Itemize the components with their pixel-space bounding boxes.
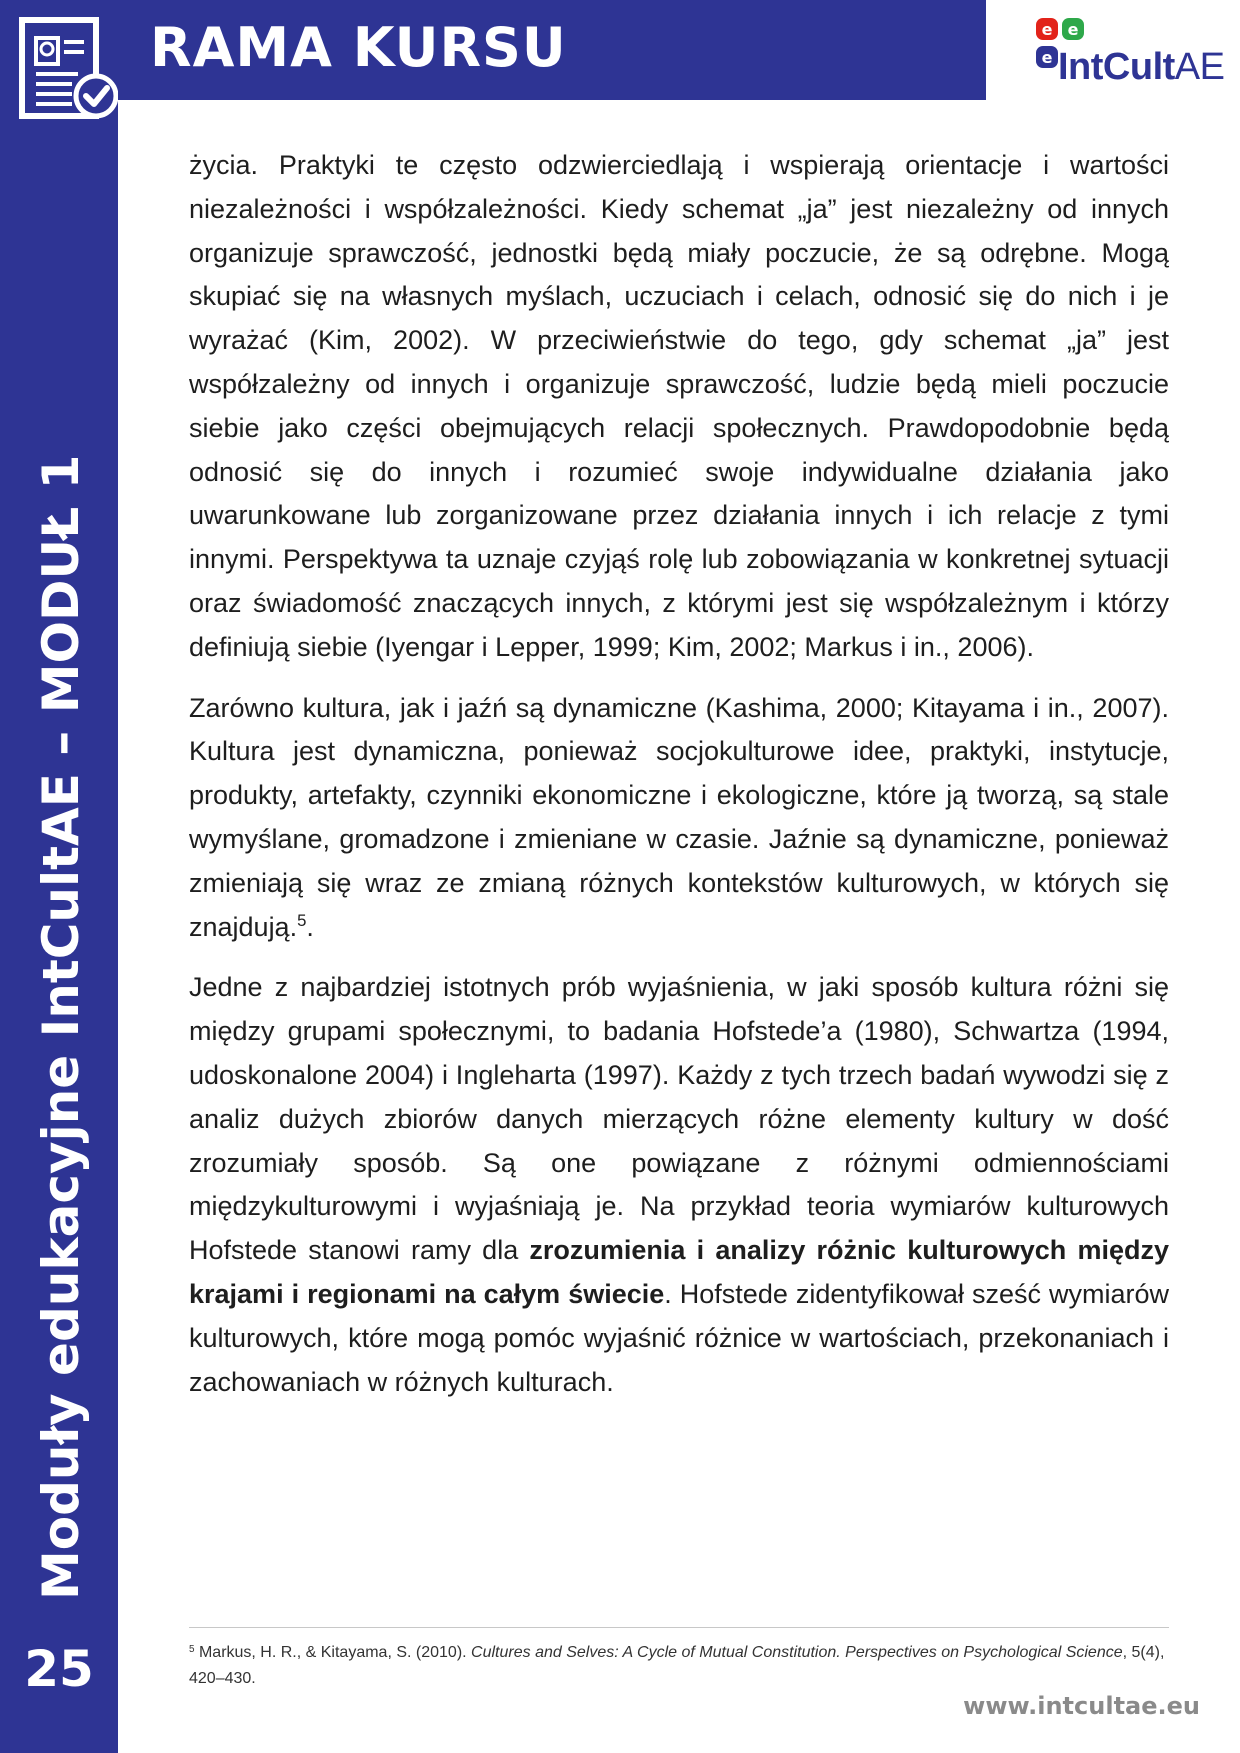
- footnote: $^5$ Markus, H. R., & Kitayama, S. (2010). Cultures and Selves: A Cycle of Mutual Constitution. Perspectives on Psychological Science, 5(4), 420–430.: [189, 1643, 1165, 1687]
- footnote-marker: 5: [189, 1643, 195, 1655]
- page-title: RAMA KURSU: [150, 16, 567, 79]
- svg-text:e: e: [1041, 20, 1053, 39]
- website-link[interactable]: www.intcultae.eu: [963, 1692, 1200, 1720]
- emphasis-text: zrozumienia i analizy różnic kulturowych między krajami i regionami na całym świecie: [189, 1235, 1169, 1309]
- main-content: [189, 144, 1169, 1421]
- sidebar-vertical-title: Moduły edukacyjne IntCultAE – MODUŁ 1: [32, 454, 90, 1600]
- footnote-reference[interactable]: 5: [297, 911, 307, 931]
- page-number: 25: [24, 1640, 94, 1698]
- footnote-title: Cultures and Selves: A Cycle of Mutual Constitution. Perspectives on Psychological Science: [471, 1644, 1123, 1661]
- paragraph-1: życia. Praktyki te często odzwierciedlają i wspierają orientacje i wartości niezależności i współzależności. Kiedy schemat „ja” jest niezależny od innych organizuje sprawczość, jednostki będą miały poczucie, że są odrębne. Mogą skupiać się na własnych myślach, uczuciach i celach, odnosić się do nich i je wyrażać (Kim, 2002). W przeciwieństwie do tego, gdy schemat „ja” jest współzależny od innych i organizuje sprawczość, ludzie będą mieli poczucie siebie jako części obejmujących relacji społecznych. Prawdopodobnie będą odnosić się do innych i rozumieć swoje indywidualne działania jako uwarunkowane lub zorganizowane przez działania innych i ich relacje z tymi innymi. Perspektywa ta uznaje czyjąś rolę lub zobowiązania w konkretnej sytuacji oraz świadomość znaczących innych, z którymi jest się współzależnym i którzy definiują siebie (Iyengar i Lepper, 1999; Kim, 2002; Markus i in., 2006).: [189, 150, 1169, 662]
- checklist-document-icon: [18, 16, 118, 126]
- svg-text:e: e: [1041, 48, 1053, 67]
- paragraph-3: Jedne z najbardziej istotnych prób wyjaśnienia, w jaki sposób kultura różni się między grupami społecznymi, to badania Hofstede’a (1980), Schwartza (1994, udoskonalone 2004) i Ingleharta (1997). Każdy z tych trzech badań wywodzi się z analiz dużych zbiorów danych mierzących różne elementy kultury w dość zrozumiały sposób. Są one powiązane z różnymi odmiennościami międzykulturowymi i wyjaśniają je. Na przykład teoria wymiarów kulturowych Hofstede stanowi ramy dla zrozumienia i analizy różnic kulturowych między krajami i regionami na całym świecie. Hofstede zidentyfikował sześć wymiarów kulturowych, które mogą pomóc wyjaśnić różnice w wartościach, przekonaniach i zachowaniach w różnych kulturach.: [189, 972, 1169, 1397]
- svg-text:e: e: [1067, 20, 1079, 39]
- logo-wordmark: IntCultAE: [1058, 46, 1225, 88]
- footnote-divider: [189, 1627, 1169, 1628]
- paragraph-2: Zarówno kultura, jak i jaźń są dynamiczne (Kashima, 2000; Kitayama i in., 2007). Kultura jest dynamiczna, ponieważ socjokulturowe idee, praktyki, instytucje, produkty, artefakty, czynniki ekonomiczne i ekologiczne, które ją tworzą, są stale wymyślane, gromadzone i zmieniane w czasie. Jaźnie są dynamiczne, ponieważ zmieniają się wraz ze zmianą różnych kontekstów kulturowych, w których się znajdują.$^5$.: [189, 692, 1169, 942]
